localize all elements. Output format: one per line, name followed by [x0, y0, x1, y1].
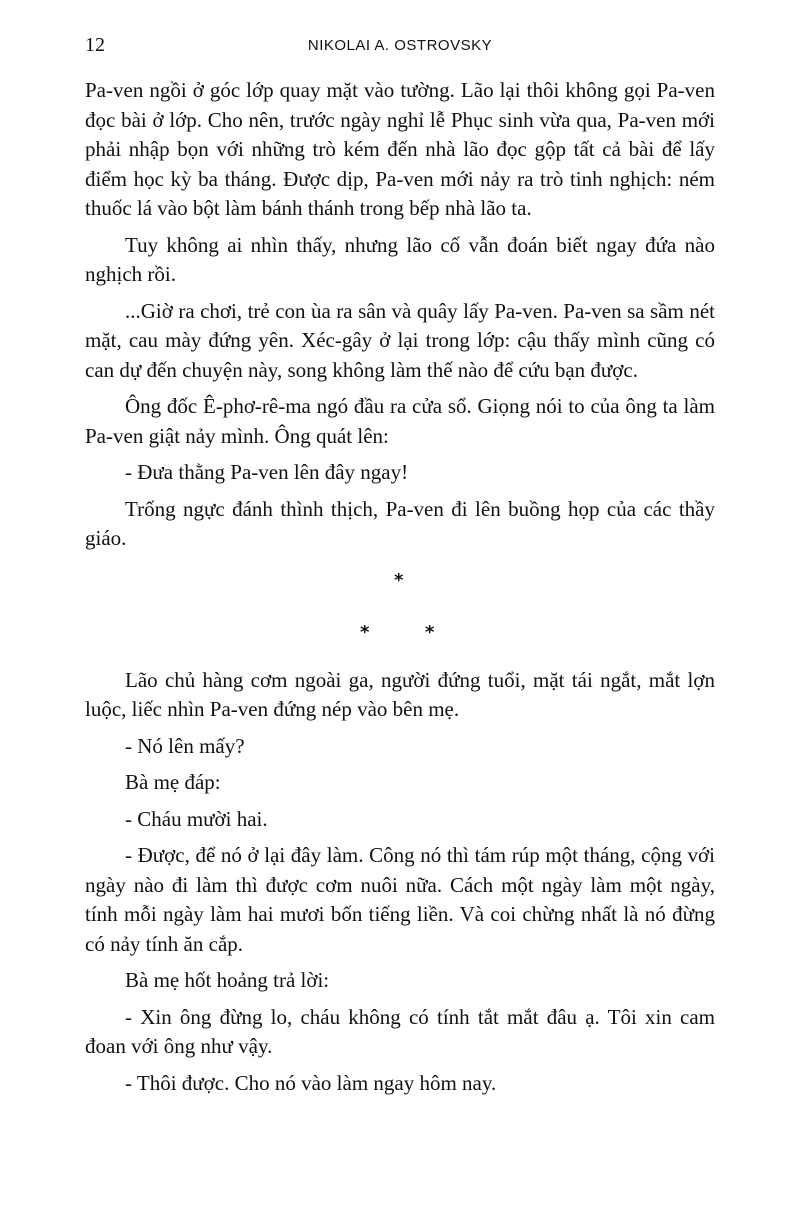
paragraph: Bà mẹ hốt hoảng trả lời:	[125, 968, 330, 992]
dialogue-line: - Xin ông đừng lo, cháu không có tính tắt mắt đâu ạ. Tôi xin cam đoan với ông như vậy.	[85, 1004, 715, 1058]
separator-star: *	[425, 621, 435, 643]
dialogue-line: - Đưa thằng Pa-ven lên đây ngay!	[125, 460, 409, 484]
dialogue-line: - Được, để nó ở lại đây làm. Công nó thì tám rúp một tháng, cộng với ngày nào đi làm thì được cơm nuôi nữa. Cách một ngày làm một ngày, tính mỗi ngày làm hai mươi bốn tiếng liền. Và coi chừng nhất là nó đừng có nảy tính ăn cắp.	[85, 843, 715, 956]
separator-star: *	[394, 569, 404, 591]
paragraph: Lão chủ hàng cơm ngoài ga, người đứng tuổi, mặt tái ngắt, mắt lợn luộc, liếc nhìn Pa-ven đứng nép vào bên mẹ.	[85, 667, 715, 721]
separator-star: *	[360, 621, 370, 643]
paragraph: Trống ngực đánh thình thịch, Pa-ven đi lên buồng họp của các thầy giáo.	[85, 496, 715, 550]
running-title: NIKOLAI A. OSTROVSKY	[307, 37, 493, 54]
paragraph: Pa-ven ngồi ở góc lớp quay mặt vào tường. Lão lại thôi không gọi Pa-ven đọc bài ở lớp. Cho nên, trước ngày nghỉ lễ Phục sinh vừa qua, Pa-ven mới phải nhập bọn với những trò kém đến nhà lão đọc gộp tất cả bài để lấy điểm học kỳ ba tháng. Được dịp, Pa-ven mới nảy ra trò tinh nghịch: ném thuốc lá vào bột làm bánh thánh trong bếp nhà lão ta.	[85, 78, 715, 220]
page-header	[85, 34, 715, 58]
section-separator	[85, 566, 715, 652]
paragraph: ...Giờ ra chơi, trẻ con ùa ra sân và quây lấy Pa-ven. Pa-ven sa sầm nét mặt, cau mày đứng yên. Xéc-gây ở lại trong lớp: cậu thấy mình cũng có can dự đến chuyện này, song không làm thế nào để cứu bạn được.	[85, 298, 715, 382]
paragraph: Bà mẹ đáp:	[125, 770, 221, 794]
page-number: 12	[85, 34, 105, 56]
dialogue-line: - Thôi được. Cho nó vào làm ngay hôm nay.	[125, 1070, 497, 1095]
body-text	[85, 76, 715, 1105]
dialogue-line: - Nó lên mấy?	[125, 733, 245, 758]
paragraph: Tuy không ai nhìn thấy, nhưng lão cố vẫn đoán biết ngay đứa nào nghịch rồi.	[85, 232, 715, 286]
dialogue-line: - Cháu mười hai.	[125, 806, 268, 831]
paragraph: Ông đốc Ê-phơ-rê-ma ngó đầu ra cửa sổ. Giọng nói to của ông ta làm Pa-ven giật nảy mình. Ông quát lên:	[85, 394, 715, 448]
